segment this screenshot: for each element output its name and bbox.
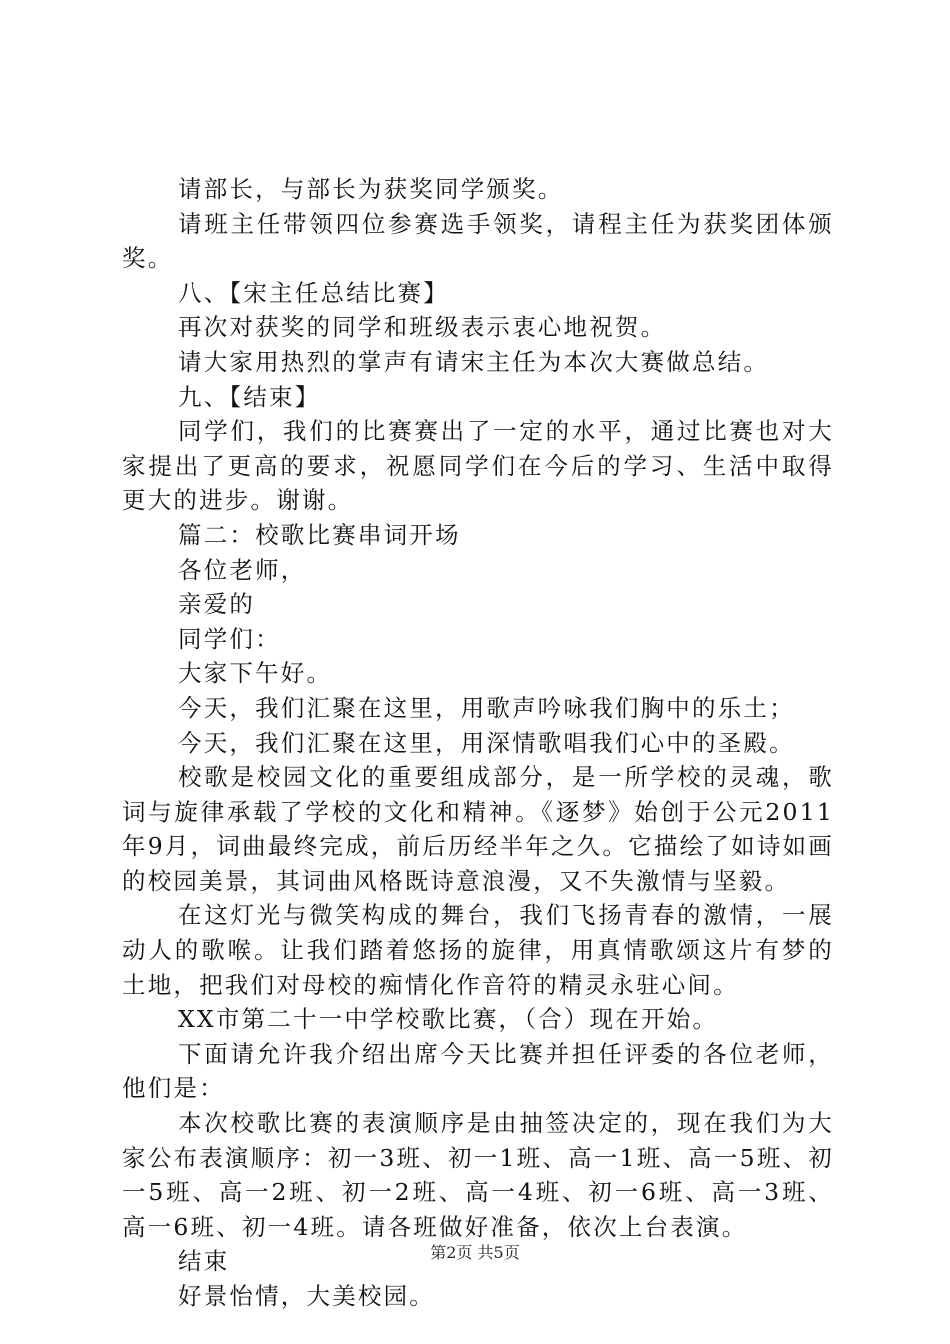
greeting-teachers: 各位老师， — [178, 555, 307, 584]
greeting-students: 同学们： — [178, 624, 281, 653]
section-heading-conclusion: 结束 — [178, 1247, 230, 1276]
paragraph-gather-two: 今天，我们汇聚在这里，用深情歌唱我们心中的圣殿。 — [178, 728, 795, 757]
paragraph-gather-one: 今天，我们汇聚在这里，用歌声吟咏我们胸中的乐土； — [178, 693, 795, 722]
section-heading-end: 九、【结束】 — [178, 382, 321, 411]
paragraph-invite-summary: 请大家用热烈的掌声有请宋主任为本次大赛做总结。 — [178, 347, 770, 376]
document-body — [122, 172, 834, 1314]
paragraph-congratulations: 再次对获奖的同学和班级表示衷心地祝贺。 — [178, 313, 667, 342]
greeting-afternoon: 大家下午好。 — [178, 659, 333, 688]
paragraph-contest-start: XX市第二十一中学校歌比赛，（合）现在开始。 — [178, 1005, 719, 1034]
section-heading-summary: 八、【宋主任总结比赛】 — [178, 278, 449, 307]
paragraph-school-song: 校歌是校园文化的重要组成部分，是一所学校的灵魂，歌词与旋律承载了学校的文化和精神。《逐梦》始创于公元2011年9月，词曲最终完成，前后历经半年之久。它描绘了如诗如画的校园美景，其词曲风格既诗意浪漫，又不失激情与坚毅。 — [122, 763, 834, 895]
greeting-dear: 亲爱的 — [178, 590, 256, 619]
paragraph-award-ministers: 请部长，与部长为获奖同学颁奖。 — [178, 175, 564, 203]
paragraph-judges-intro: 下面请允许我介绍出席今天比赛并担任评委的各位老师，他们是： — [122, 1039, 834, 1103]
paragraph-final-line: 好景怡情，大美校园。 — [178, 1282, 435, 1310]
paragraph-closing-remarks: 同学们，我们的比赛赛出了一定的水平，通过比赛也对大家提出了更高的要求，祝愿同学们在今后的学习、生活中取得更大的进步。谢谢。 — [122, 417, 834, 515]
page-number-footer: 第2页 共5页 — [430, 1243, 520, 1262]
paragraph-award-teams: 请班主任带领四位参赛选手领奖，请程主任为获奖团体颁奖。 — [122, 209, 834, 273]
paragraph-performance-order: 本次校歌比赛的表演顺序是由抽签决定的，现在我们为大家公布表演顺序：初一3班、初一1班、高一1班、高一5班、初一5班、高一2班、初一2班、高一4班、初一6班、高一3班、高一6班、初一4班。请各班做好准备，依次上台表演。 — [122, 1109, 834, 1241]
section-heading-part-two: 篇二：校歌比赛串词开场 — [178, 520, 461, 549]
paragraph-stage: 在这灯光与微笑构成的舞台，我们飞扬青春的激情，一展动人的歌喉。让我们踏着悠扬的旋律，用真情歌颂这片有梦的土地，把我们对母校的痴情化作音符的精灵永驻心间。 — [122, 901, 834, 999]
